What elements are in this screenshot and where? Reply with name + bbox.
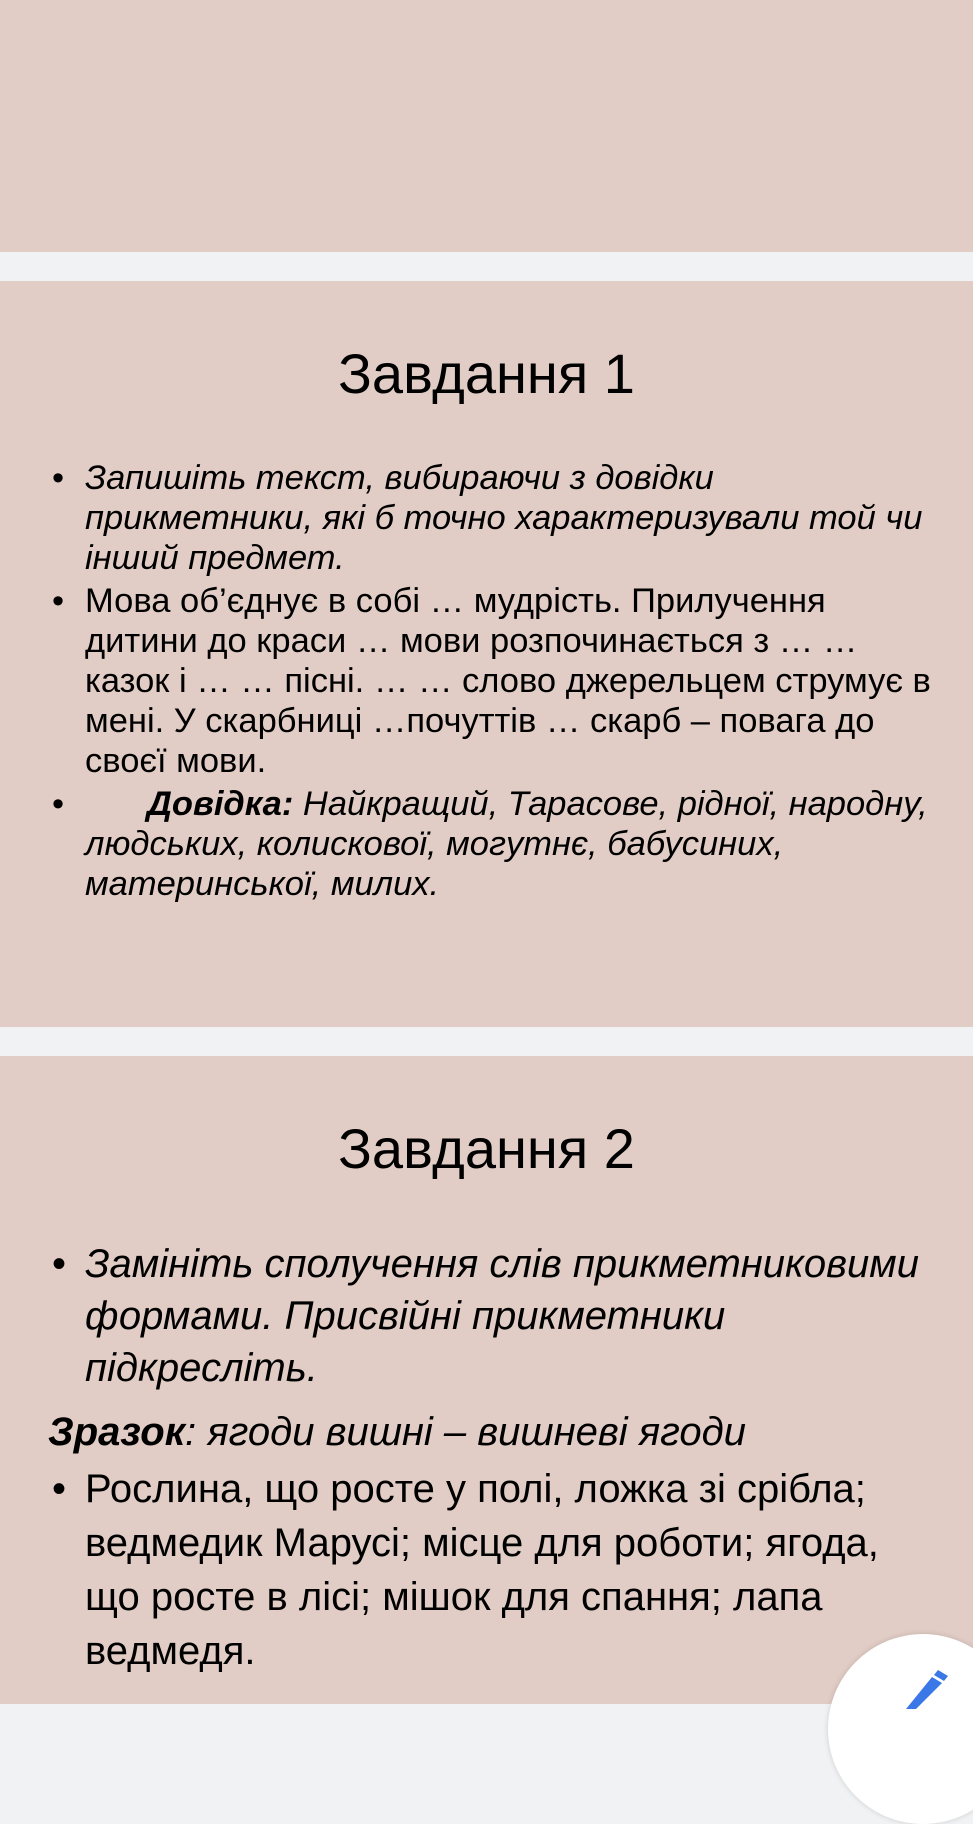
bullet-list — [52, 458, 932, 907]
sample-line — [48, 1406, 746, 1458]
slide-title: Завдання 2 — [338, 1117, 635, 1180]
slide-title: Завдання 1 — [338, 342, 635, 405]
bullet-list — [52, 1238, 932, 1394]
sample-label: Зразок — [48, 1410, 185, 1454]
previous-slide-bottom — [0, 0, 973, 252]
bullet-list — [52, 1462, 932, 1678]
slide-task-2 — [0, 1056, 973, 1704]
pencil-icon — [898, 1669, 958, 1709]
help-words: Найкращий, Тарасове, рідної, народну, людських, колискової, могутнє, бабусиних, материнської, милих. — [85, 785, 928, 903]
text-item: • Мова об’єднує в собі … мудрість. Прилучення дитини до краси … мови розпочинається з … … казок і … … пісні. … … слово джерельцем струмує в мені. У скарбниці …почуттів … скарб – повага до своєї мови. — [52, 581, 932, 781]
instruction-item: • Замініть сполучення слів прикметниковими формами. Присвійні прикметники підкресліть. — [52, 1238, 932, 1394]
instruction-item: • Запишіть текст, вибираючи з довідки прикметники, які б точно характеризували той чи інший предмет. — [52, 458, 932, 578]
slide-task-1 — [0, 281, 973, 1027]
help-item — [52, 784, 932, 904]
exercise-item: • Рослина, що росте у полі, ложка зі срібла; ведмедик Марусі; місце для роботи; ягода, що росте в лісі; мішок для спання; лапа ведмедя. — [52, 1462, 932, 1678]
sample-text: : ягоди вишні – вишневі ягоди — [184, 1410, 746, 1454]
help-label: Довідка: — [147, 785, 294, 823]
